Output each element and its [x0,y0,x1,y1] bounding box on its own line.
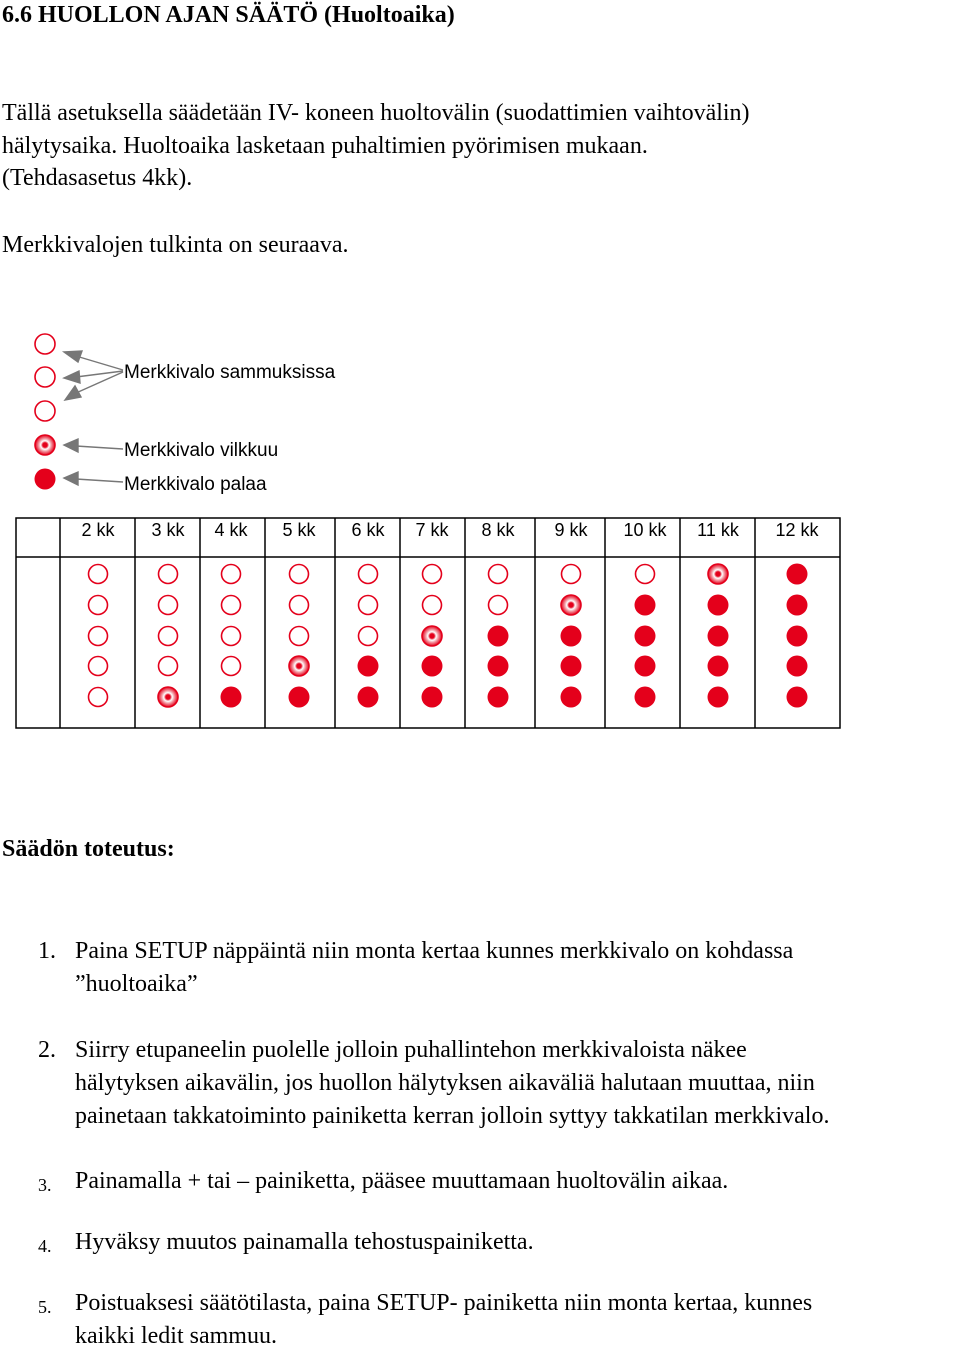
led-off-icon [222,596,241,615]
step-line: Poistuaksesi säätötilasta, paina SETUP- painiketta niin monta kertaa, kunnes [75,1290,813,1316]
step-line: Paina SETUP näppäintä niin monta kertaa kunnes merkkivalo on kohdassa [75,938,794,964]
step-line: hälytyksen aikavälin, jos huollon hälytyksen aikaväliä halutaan muuttaa, niin [75,1070,815,1096]
step-text [75,1165,960,1198]
led-on-icon [422,687,443,708]
step-line: painetaan takkatoiminto painiketta kerran jolloin syttyy takkatilan merkkivalo. [75,1103,830,1129]
arrow-line [76,356,123,370]
led-off-icon [89,688,108,707]
led-on-icon [635,687,656,708]
arrow-line [76,446,123,449]
arrow-head-icon [64,351,82,362]
table-column-header: 6 kk [351,520,385,540]
led-off-icon [359,627,378,646]
led-off-icon [359,596,378,615]
led-on-icon [787,564,808,585]
led-on-icon [787,626,808,647]
intro-line: (Tehdasasetus 4kk). [2,165,193,191]
led-off-icon [222,565,241,584]
led-on-icon [708,656,729,677]
led-on-icon [561,626,582,647]
table-led-cells [89,564,808,708]
led-on-icon [358,656,379,677]
legend-led-blink-icon [35,435,55,455]
led-off-icon [562,565,581,584]
led-on-icon [561,656,582,677]
arrow-line [76,371,123,377]
legend-label-blink: Merkkivalo vilkkuu [124,440,279,461]
led-off-icon [89,627,108,646]
arrow-line [76,479,123,482]
table-column-header: 10 kk [623,520,667,540]
step-number: 5. [38,1297,52,1317]
led-off-icon [423,565,442,584]
legend-leds [35,334,56,490]
led-on-icon [708,626,729,647]
led-on-icon [635,656,656,677]
led-off-icon [636,565,655,584]
table-column-header: 7 kk [415,520,449,540]
table-column-header: 2 kk [81,520,115,540]
led-off-icon [89,657,108,676]
step-number: 3. [38,1175,52,1195]
step-line: Painamalla + tai – painiketta, pääsee muuttamaan huoltovälin aikaa. [75,1168,729,1194]
arrow-head-icon [64,439,78,452]
led-on-icon [787,687,808,708]
led-off-icon [489,596,508,615]
step-line: kaikki ledit sammuu. [75,1323,277,1349]
led-on-icon [561,687,582,708]
led-off-icon [159,596,178,615]
table-column-header: 11 kk [697,520,739,540]
arrow-line [76,372,123,393]
led-off-icon [159,565,178,584]
led-off-icon [290,565,309,584]
led-on-icon [787,656,808,677]
intro-line: Tällä asetuksella säädetään IV- koneen huoltovälin (suodattimien vaihtovälin) [2,100,750,126]
led-blink-icon [289,656,309,676]
arrow-head-icon [64,371,80,383]
led-on-icon [787,595,808,616]
step-line: Siirry etupaneelin puolelle jolloin puhallintehon merkkivaloista näkee [75,1037,747,1063]
led-on-icon [289,687,310,708]
table-column-header: 4 kk [214,520,248,540]
led-on-icon [708,595,729,616]
led-off-icon [159,627,178,646]
legend-led-off-icon [35,367,55,387]
led-on-icon [635,595,656,616]
step-number: 4. [38,1236,52,1256]
step-text [75,1226,960,1259]
table-column-header: 3 kk [151,520,185,540]
led-blink-icon [158,687,178,707]
step-line: ”huoltoaika” [75,971,198,997]
led-on-icon [635,626,656,647]
section-heading: Säädön toteutus: [2,836,175,862]
led-off-icon [222,657,241,676]
table-column-header: 5 kk [282,520,316,540]
led-blink-icon [561,595,581,615]
led-off-icon [159,657,178,676]
step-text [75,1034,960,1133]
step-number: 2. [38,1037,56,1063]
intro-line: hälytysaika. Huoltoaika lasketaan puhaltimien pyörimisen mukaan. [2,132,648,159]
table-column-header: 12 kk [775,520,819,540]
led-blink-icon [422,626,442,646]
step-line: Hyväksy muutos painamalla tehostuspainiketta. [75,1229,534,1255]
legend-led-off-icon [35,401,55,421]
led-on-icon [221,687,242,708]
legend-led-on-icon [35,469,56,490]
page-title: 6.6 HUOLLON AJAN SÄÄTÖ (Huoltoaika) [2,2,455,28]
led-off-icon [290,627,309,646]
led-off-icon [423,596,442,615]
table-column-headers [81,520,819,540]
led-off-icon [290,596,309,615]
table-column-header: 9 kk [554,520,588,540]
arrow-head-icon [64,472,78,485]
table-column-header: 8 kk [481,520,515,540]
led-off-icon [222,627,241,646]
led-on-icon [422,656,443,677]
step-text [75,1287,960,1353]
led-off-icon [89,565,108,584]
led-off-icon [89,596,108,615]
legend-arrows [64,351,123,485]
led-on-icon [488,687,509,708]
led-off-icon [489,565,508,584]
step-text [75,935,960,1001]
led-on-icon [708,687,729,708]
led-on-icon [488,656,509,677]
interpretation-text: Merkkivalojen tulkinta on seuraava. [2,232,349,258]
legend-led-off-icon [35,334,55,354]
led-on-icon [488,626,509,647]
led-blink-icon [708,564,728,584]
led-on-icon [358,687,379,708]
step-number: 1. [38,938,56,964]
arrow-head-icon [65,386,81,400]
legend-label-off: Merkkivalo sammuksissa [124,362,336,383]
legend-label-on: Merkkivalo palaa [124,474,267,495]
led-off-icon [359,565,378,584]
